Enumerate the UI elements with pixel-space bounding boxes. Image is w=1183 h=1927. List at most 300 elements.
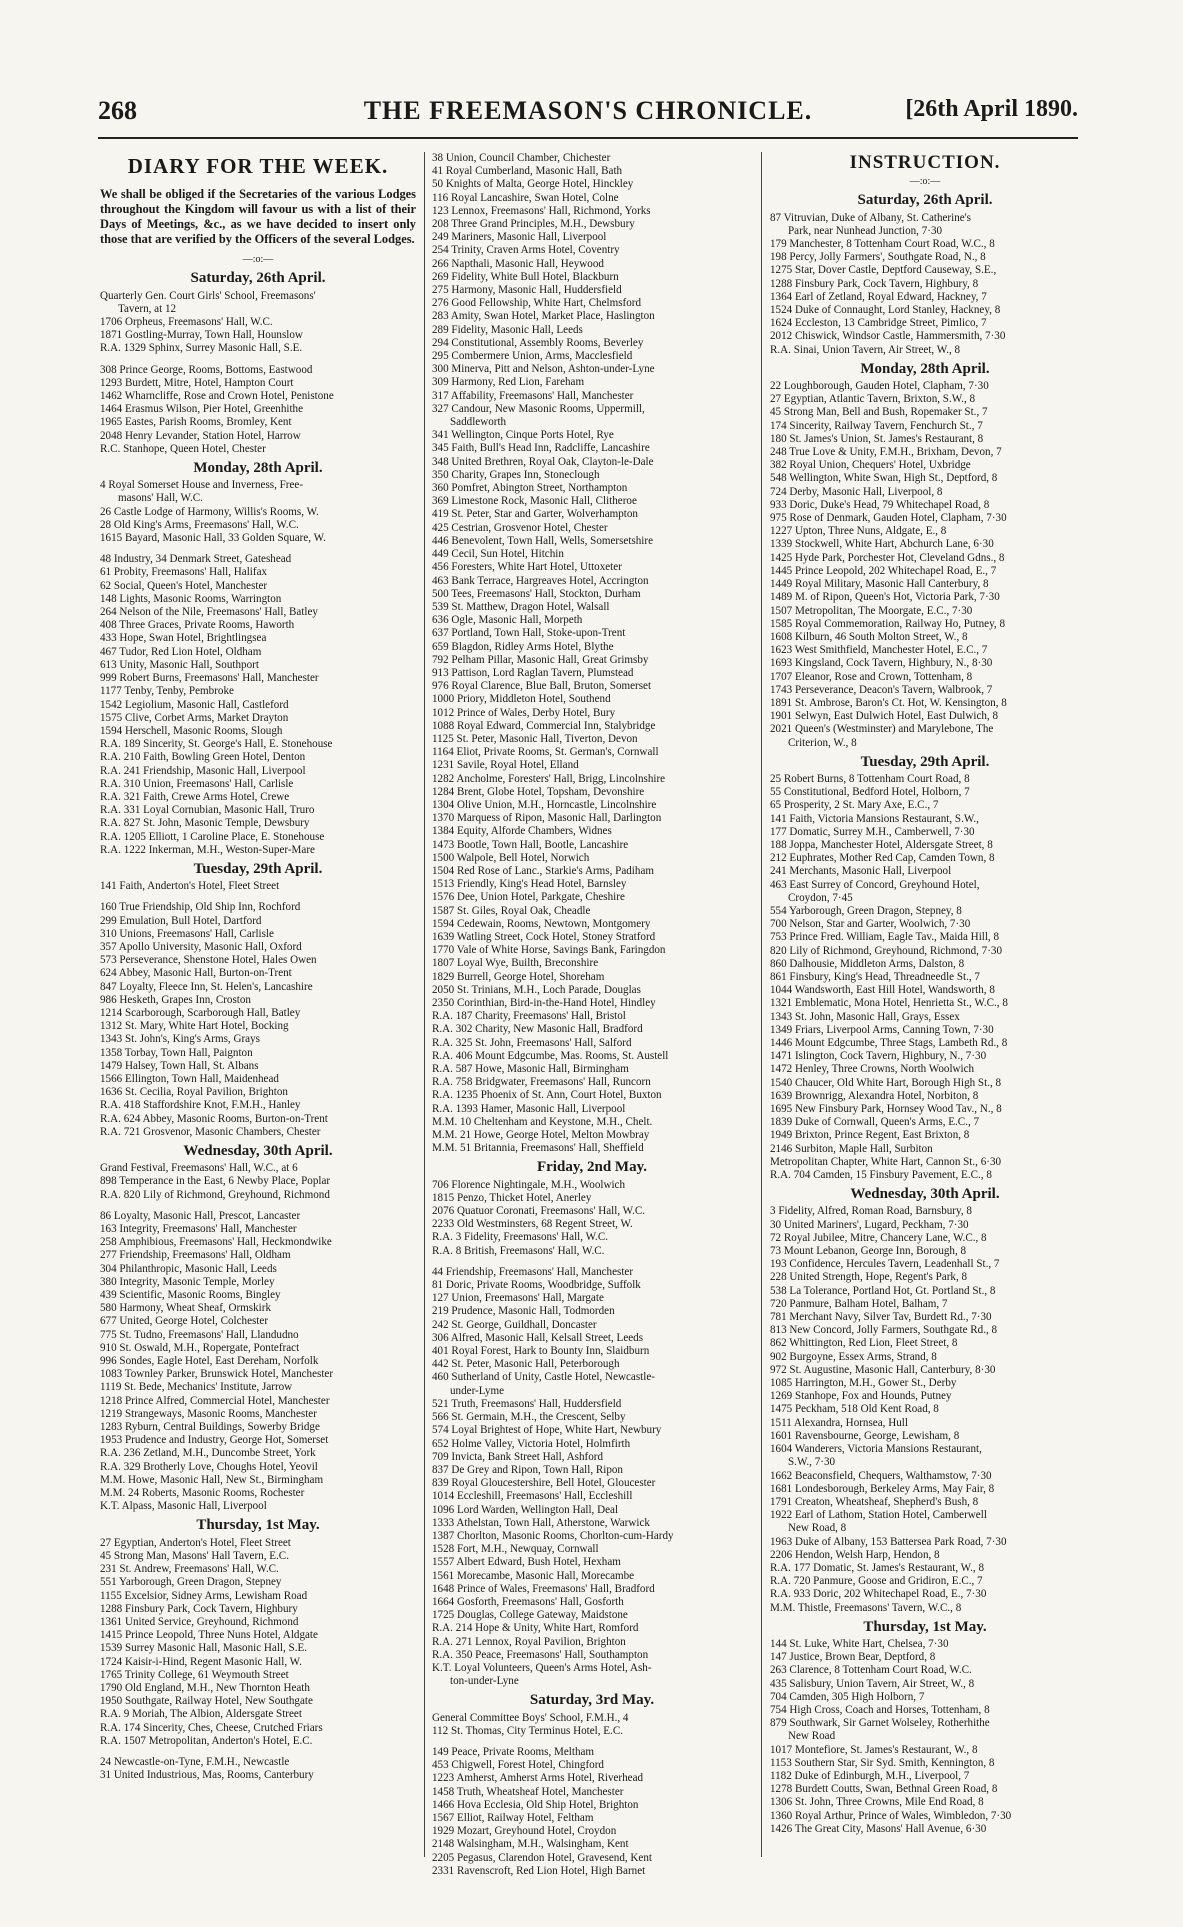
lodge-entry: 24 Newcastle-on-Tyne, F.M.H., Newcastle [100,1755,290,1768]
lodge-entry: 27 Egyptian, Anderton's Hotel, Fleet Street [100,1536,291,1549]
day-heading: Saturday, 26th April. [857,192,993,209]
lodge-entry: 709 Invicta, Bank Street Hall, Ashford [432,1450,603,1463]
lodge-entry: R.A. 758 Bridgwater, Freemasons' Hall, Runcorn [432,1076,651,1089]
lodge-entry: R.A. 331 Loyal Cornubian, Masonic Hall, Truro [100,804,315,817]
lodge-entry: 1349 Friars, Liverpool Arms, Canning Town, 7·30 [770,1023,994,1036]
lodge-entry: R.A. 1507 Metropolitan, Anderton's Hotel, E.C. [100,1734,313,1747]
lodge-entry: 1473 Bootle, Town Hall, Bootle, Lancashire [432,838,629,851]
lodge-entry: 1361 United Service, Greyhound, Richmond [100,1615,299,1628]
lodge-entry: 1321 Emblematic, Mona Hotel, Henrietta St., W.C., 8 [770,997,1008,1010]
lodge-entry: 62 Social, Queen's Hotel, Manchester [100,579,268,592]
lodge-entry: 1304 Olive Union, M.H., Horncastle, Lincolnshire [432,798,657,811]
lodge-entry: 1083 Townley Parker, Brunswick Hotel, Manchester [100,1368,334,1381]
lodge-entry: 913 Pattison, Lord Raglan Tavern, Plumstead [432,666,634,679]
diary-intro: We shall be obliged if the Secretaries of the various Lodges throughout the Kingdom will favour us with a list of their Days of Meetings, &c., as we have decided to insert only those that are verified by the Officers of the several Lodges. [100,187,416,247]
lodge-entry: 1594 Herschell, Masonic Rooms, Slough [100,724,283,737]
lodge-entry: 65 Prosperity, 2 St. Mary Axe, E.C., 7 [770,799,939,812]
lodge-entry: 1339 Stockwell, White Hart, Abchurch Lane, 6·30 [770,538,994,551]
lodge-entry: 242 St. George, Guildhall, Doncaster [432,1318,597,1331]
lodge-entry: 1807 Loyal Wye, Builth, Breconshire [432,957,599,970]
lodge-entry: 179 Manchester, 8 Tottenham Court Road, W.C., 8 [770,238,995,251]
lodge-entry: R.A. 189 Sincerity, St. George's Hall, E. Stonehouse [100,738,333,751]
lodge-entry: 277 Friendship, Freemasons' Hall, Oldham [100,1249,291,1262]
lodge-entry: 401 Royal Forest, Hark to Bounty Inn, Slaidburn [432,1345,650,1358]
lodge-entry: 1587 St. Giles, Royal Oak, Cheadle [432,904,591,917]
lodge-entry: 910 St. Oswald, M.H., Ropergate, Pontefract [100,1341,300,1354]
lodge-entry: 408 Three Graces, Private Rooms, Haworth [100,619,295,632]
column-diary-continued [432,152,752,1877]
lodge-entry: 1284 Brent, Globe Hotel, Topsham, Devonshire [432,785,645,798]
lodge-entry: 860 Dalhousie, Middleton Arms, Dalston, 8 [770,957,965,970]
diary-entries [100,272,416,1782]
lodge-entry: 972 St. Augustine, Masonic Hall, Canterbury, 8·30 [770,1363,996,1376]
section-divider: —:o:— [242,254,274,266]
lodge-entry: 999 Robert Burns, Freemasons' Hall, Manchester [100,672,319,685]
lodge-entry: R.A. 1205 Elliott, 1 Caroline Place, E. Stonehouse [100,830,325,843]
lodge-entry: 456 Foresters, White Hart Hotel, Uttoxeter [432,561,622,574]
lodge-entry: 317 Affability, Freemasons' Hall, Manchester [432,389,634,402]
lodge-entry: 254 Trinity, Craven Arms Hotel, Coventry [432,244,620,257]
lodge-entry: 1415 Prince Leopold, Three Nuns Hotel, Aldgate [100,1629,318,1642]
lodge-entry: 1566 Ellington, Town Hall, Maidenhead [100,1072,279,1085]
lodge-entry: 2076 Quatuor Coronati, Freemasons' Hall, W.C. [432,1205,646,1218]
lodge-entry: 188 Joppa, Manchester Hotel, Aldersgate Street, 8 [770,838,993,851]
diary-title: DIARY FOR THE WEEK. [127,154,389,178]
lodge-entry: 1636 St. Cecilia, Royal Pavilion, Brighton [100,1086,288,1099]
section-divider: —:o:— [909,176,941,188]
lodge-entry: 38 Union, Council Chamber, Chichester [432,152,611,164]
day-heading: Wednesday, 30th April. [183,1143,333,1159]
lodge-entry: 266 Napthali, Masonic Hall, Heywood [432,257,604,270]
lodge-entry: 382 Royal Union, Chequers' Hotel, Uxbridge [770,459,971,472]
lodge-entry: 163 Integrity, Freemasons' Hall, Manchester [100,1223,297,1236]
spacer [432,1738,752,1746]
lodge-entry: 180 St. James's Union, St. James's Restaurant, 8 [770,432,984,445]
lodge-entry-continuation: Tavern, at 12 [118,302,177,315]
spacer [100,893,416,901]
publication-title: THE FREEMASON'S CHRONICLE. [363,96,813,125]
lodge-entry: 1489 M. of Ripon, Queen's Hot, Victoria Park, 7·30 [770,591,1000,604]
lodge-entry: R.A. 302 Charity, New Masonic Hall, Bradford [432,1023,643,1036]
lodge-entry: 295 Combermere Union, Arms, Macclesfield [432,350,633,363]
lodge-entry: 141 Faith, Victoria Mansions Restaurant, S.W., [770,812,979,825]
lodge-entry: 310 Unions, Freemasons' Hall, Carlisle [100,927,274,940]
lodge-entry: 1950 Southgate, Railway Hotel, New Southgate [100,1695,313,1708]
lodge-entry: 25 Robert Burns, 8 Tottenham Court Road, 8 [770,772,970,785]
lodge-entry: 1312 St. Mary, White Hart Hotel, Bocking [100,1020,289,1033]
lodge-entry: 1693 Kingsland, Cock Tavern, Highbury, N., 8·30 [770,657,993,670]
column-instruction [770,152,1080,1867]
lodge-entry: 2206 Hendon, Welsh Harp, Hendon, 8 [770,1548,940,1561]
lodge-entry: 442 St. Peter, Masonic Hall, Peterborough [432,1358,620,1371]
lodge-entry: 1513 Friendly, King's Head Hotel, Barnsley [432,878,627,891]
lodge-entry: 1585 Royal Commemoration, Railway Ho, Putney, 8 [770,617,1005,630]
lodge-entry: 1458 Truth, Wheatsheaf Hotel, Manchester [432,1785,624,1798]
lodge-entry: 28 Old King's Arms, Freemasons' Hall, W.C. [100,518,299,531]
lodge-entry: 1815 Penzo, Thicket Hotel, Anerley [432,1191,592,1204]
lodge-entry: 1953 Prudence and Industry, George Hot, Somerset [100,1434,329,1447]
lodge-entry: 1791 Creaton, Wheatsheaf, Shepherd's Bush, 8 [770,1495,979,1508]
lodge-entry: 1288 Finsbury Park, Cock Tavern, Highbury, 8 [770,277,979,290]
day-heading: Monday, 28th April. [193,460,323,477]
lodge-entry: 419 St. Peter, Star and Garter, Wolverhampton [432,508,638,521]
lodge-entry: 219 Prudence, Masonic Hall, Todmorden [432,1305,615,1318]
column-rule [424,152,425,1857]
lodge-entry: 820 Lily of Richmond, Greyhound, Richmond, 7·30 [770,944,1003,957]
lodge-entry: 112 St. Thomas, City Terminus Hotel, E.C. [432,1724,624,1737]
lodge-entry: 704 Camden, 305 High Holborn, 7 [770,1690,925,1703]
lodge-entry: R.A. 174 Sincerity, Ches, Cheese, Crutched Friars [100,1721,323,1734]
lodge-entry: 348 United Brethren, Royal Oak, Clayton-le-Dale [432,455,654,468]
lodge-entry: 212 Euphrates, Mother Red Cap, Camden Town, 8 [770,852,995,865]
lodge-entry: 1724 Kaisir-i-Hind, Regent Masonic Hall, W. [100,1655,302,1668]
lodge-entry: M.M. 51 Britannia, Freemasons' Hall, Sheffield [432,1142,644,1155]
lodge-entry: 521 Truth, Freemasons' Hall, Huddersfield [432,1397,622,1410]
lodge-entry: 463 Bank Terrace, Hargreaves Hotel, Accrington [432,574,649,587]
lodge-entry: 792 Pelham Pillar, Masonic Hall, Great Grimsby [432,653,649,666]
lodge-entry: 1153 Southern Star, Sir Syd. Smith, Kennington, 8 [770,1756,995,1769]
lodge-entry: 1662 Beaconsfield, Chequers, Walthamstow, 7·30 [770,1469,992,1482]
lodge-entry: 289 Fidelity, Masonic Hall, Leeds [432,323,583,336]
lodge-entry-continuation: masons' Hall, W.C. [118,492,203,505]
lodge-entry: 573 Perseverance, Shenstone Hotel, Hales Owen [100,954,317,967]
lodge-entry: 2205 Pegasus, Clarendon Hotel, Gravesend, Kent [432,1851,652,1864]
lodge-entry: 1472 Henley, Three Crowns, North Woolwich [770,1063,975,1076]
lodge-entry: 898 Temperance in the East, 6 Newby Place, Poplar [100,1175,331,1188]
lodge-entry: 1706 Orpheus, Freemasons' Hall, W.C. [100,316,273,329]
lodge-entry: 55 Constitutional, Bedford Hotel, Holborn, 7 [770,786,970,799]
lodge-entry: 1664 Gosforth, Freemasons' Hall, Gosforth [432,1595,624,1608]
lodge-entry: 996 Sondes, Eagle Hotel, East Dereham, Norfolk [100,1355,319,1368]
lodge-entry: 81 Doric, Private Rooms, Woodbridge, Suffolk [432,1279,641,1292]
column-rule [761,152,762,1857]
lodge-entry: 1575 Clive, Corbet Arms, Market Drayton [100,711,289,724]
lodge-entry: 148 Lights, Masonic Rooms, Warrington [100,592,282,605]
lodge-entry: 975 Rose of Denmark, Gauden Hotel, Clapham, 7·30 [770,512,1007,525]
lodge-entry: 300 Minerva, Pitt and Nelson, Ashton-under-Lyne [432,363,655,376]
lodge-entry: 208 Three Grand Principles, M.H., Dewsbury [432,218,635,231]
lodge-entry: 141 Faith, Anderton's Hotel, Fleet Street [100,880,280,893]
lodge-entry: 2050 St. Trinians, M.H., Loch Parade, Douglas [432,983,641,996]
lodge-entry: 357 Apollo University, Masonic Hall, Oxford [100,940,302,953]
lodge-entry: 48 Industry, 34 Denmark Street, Gateshead [100,553,292,566]
lodge-entry: 144 St. Luke, White Hart, Chelsea, 7·30 [770,1637,949,1650]
lodge-entry: 87 Vitruvian, Duke of Albany, St. Catherine's [770,211,971,224]
lodge-entry: 369 Limestone Rock, Masonic Hall, Clitheroe [432,495,637,508]
lodge-entry: 1096 Lord Warden, Wellington Hall, Deal [432,1503,619,1516]
lodge-entry: 1511 Alexandra, Hornsea, Hull [770,1416,908,1429]
lodge-entry: 1871 Gostling-Murray, Town Hall, Hounslow [100,329,303,342]
lodge-entry: 26 Castle Lodge of Harmony, Willis's Rooms, W. [100,505,319,518]
lodge-entry: 50 Knights of Malta, George Hotel, Hinckley [432,178,634,191]
lodge-entry: 1500 Walpole, Bell Hotel, Norwich [432,851,590,864]
lodge-entry: 425 Cestrian, Grosvenor Hotel, Chester [432,521,608,534]
lodge-entry: 1770 Vale of White Horse, Savings Bank, Faringdon [432,944,666,957]
lodge-entry: 2148 Walsingham, M.H., Walsingham, Kent [432,1838,629,1851]
lodge-entry: 1725 Douglas, College Gateway, Maidstone [432,1609,628,1622]
lodge-entry: 706 Florence Nightingale, M.H., Woolwich [432,1178,626,1191]
lodge-entry: 1601 Ravensbourne, George, Lewisham, 8 [770,1429,960,1442]
lodge-entry: 449 Cecil, Sun Hotel, Hitchin [432,548,564,561]
lodge-entry: K.T. Alpass, Masonic Hall, Liverpool [100,1500,267,1513]
lodge-entry: 986 Hesketh, Grapes Inn, Croston [100,993,251,1006]
lodge-entry: 263 Clarence, 8 Tottenham Court Road, W.C. [770,1664,972,1677]
lodge-entry: R.A. 820 Lily of Richmond, Greyhound, Richmond [100,1188,330,1201]
day-heading: Saturday, 3rd May. [529,1692,655,1709]
lodge-entry: 1901 Selwyn, East Dulwich Hotel, East Dulwich, 8 [770,710,999,723]
lodge-entry: 1278 Burdett Coutts, Swan, Bethnal Green Road, 8 [770,1783,998,1796]
lodge-entry: 902 Burgoyne, Essex Arms, Strand, 8 [770,1350,937,1363]
lodge-entry: 1275 Star, Dover Castle, Deptford Causeway, S.E., [770,264,997,277]
lodge-entry: 554 Yarborough, Green Dragon, Stepney, 8 [770,904,962,917]
lodge-entry: 1085 Harrington, M.H., Gower St., Derby [770,1377,957,1390]
lodge-entry: 1017 Montefiore, St. James's Restaurant, W., 8 [770,1743,978,1756]
lodge-entry: 327 Candour, New Masonic Rooms, Uppermill, [432,402,645,415]
lodge-entry: R.A. 1393 Hamer, Masonic Hall, Liverpool [432,1102,626,1115]
lodge-entry: 724 Derby, Masonic Hall, Liverpool, 8 [770,485,943,498]
page-header [98,96,1078,136]
lodge-entry: 2048 Henry Levander, Station Hotel, Harrow [100,429,301,442]
lodge-entry: 73 Mount Lebanon, George Inn, Borough, 8 [770,1245,967,1258]
lodge-entry: 27 Egyptian, Atlantic Tavern, Brixton, S.W., 8 [770,393,976,406]
lodge-entry: 1623 West Smithfield, Manchester Hotel, E.C., 7 [770,644,988,657]
column-diary [100,152,416,1867]
lodge-entry: 198 Percy, Jolly Farmers', Southgate Road, N., 8 [770,251,986,264]
lodge-entry: 551 Yarborough, Green Dragon, Stepney [100,1576,282,1589]
lodge-entry: 435 Salisbury, Union Tavern, Air Street, W., 8 [770,1677,975,1690]
lodge-entry: R.A. 827 St. John, Masonic Temple, Dewsbury [100,817,310,830]
lodge-entry: 30 United Mariners', Lugard, Peckham, 7·30 [770,1218,969,1231]
spacer [100,1202,416,1210]
lodge-entry: 1539 Surrey Masonic Hall, Masonic Hall, S.E. [100,1642,308,1655]
lodge-entry: 659 Blagdon, Ridley Arms Hotel, Blythe [432,640,614,653]
lodge-entry: 636 Ogle, Masonic Hall, Morpeth [432,614,583,627]
lodge-entry: 566 St. Germain, M.H., the Crescent, Selby [432,1411,626,1424]
lodge-entry: 1219 Strangeways, Masonic Rooms, Manchester [100,1407,317,1420]
lodge-entry: 2146 Surbiton, Maple Hall, Surbiton [770,1142,933,1155]
lodge-entry: 116 Royal Lancashire, Swan Hotel, Colne [432,191,619,204]
lodge-entry: 45 Strong Man, Masons' Hall Tavern, E.C. [100,1549,289,1562]
issue-date: [26th April 1890. [905,96,1078,122]
lodge-entry: 1557 Albert Edward, Bush Hotel, Hexham [432,1556,621,1569]
lodge-entry: 467 Tudor, Red Lion Hotel, Oldham [100,645,262,658]
lodge-entry: 1466 Hova Ecclesia, Old Ship Hotel, Brighton [432,1798,639,1811]
lodge-entry: R.A. 210 Faith, Bowling Green Hotel, Denton [100,751,306,764]
lodge-entry: 613 Unity, Masonic Hall, Southport [100,658,259,671]
lodge-entry: 1475 Peckham, 518 Old Kent Road, 8 [770,1403,939,1416]
lodge-entry: 1306 St. John, Three Crowns, Mile End Road, 8 [770,1796,984,1809]
lodge-entry-continuation: Park, near Nunhead Junction, 7·30 [788,224,943,237]
day-heading: Tuesday, 29th April. [193,860,323,877]
lodge-entry: 61 Probity, Freemasons' Hall, Halifax [100,566,268,579]
lodge-entry: R.A. 325 St. John, Freemasons' Hall, Salford [432,1036,632,1049]
lodge-entry: 862 Whittington, Red Lion, Fleet Street, 8 [770,1337,958,1350]
lodge-entry: 149 Peace, Private Rooms, Meltham [432,1745,595,1758]
lodge-entry-continuation: New Road, 8 [788,1522,847,1535]
lodge-entry: 2021 Queen's (Westminster) and Marylebone, The [770,723,994,736]
lodge-entry: 1282 Ancholme, Foresters' Hall, Brigg, Lincolnshire [432,772,666,785]
lodge-entry: 380 Integrity, Masonic Temple, Morley [100,1275,275,1288]
lodge-entry: 574 Loyal Brightest of Hope, White Hart, Newbury [432,1424,662,1437]
day-heading: Friday, 2nd May. [536,1159,648,1176]
lodge-entry: 1524 Duke of Connaught, Lord Stanley, Hackney, 8 [770,304,1001,317]
lodge-entry: R.A. 329 Brotherly Love, Choughs Hotel, Yeovil [100,1460,318,1473]
lodge-entry: 1044 Wandsworth, East Hill Hotel, Wandsworth, 8 [770,984,995,997]
lodge-entry: 1218 Prince Alfred, Commercial Hotel, Manchester [100,1394,330,1407]
lodge-entry: 624 Abbey, Masonic Hall, Burton-on-Trent [100,967,292,980]
lodge-entry: 41 Royal Cumberland, Masonic Hall, Bath [432,165,623,178]
page-number: 268 [98,96,137,125]
lodge-entry: R.A. Sinai, Union Tavern, Air Street, W., 8 [770,343,961,356]
lodge-entry: 1445 Prince Leopold, 202 Whitechapel Road, E., 7 [770,564,997,577]
lodge-entry: 1891 St. Ambrose, Baron's Ct. Hot, W. Kensington, 8 [770,696,1007,709]
lodge-entry: 753 Prince Fred. William, Eagle Tav., Maida Hill, 8 [770,931,1000,944]
lodge-entry: R.A. 3 Fidelity, Freemasons' Hall, W.C. [432,1231,609,1244]
lodge-entry: R.A. 721 Grosvenor, Masonic Chambers, Chester [100,1125,321,1138]
lodge-entry: R.A. 587 Howe, Masonic Hall, Birmingham [432,1063,629,1076]
lodge-entry: 847 Loyalty, Fleece Inn, St. Helen's, Lancashire [100,980,313,993]
lodge-entry: 304 Philanthropic, Masonic Hall, Leeds [100,1262,277,1275]
lodge-entry: 1839 Duke of Cornwall, Queen's Arms, E.C., 7 [770,1116,980,1129]
lodge-entry: 160 True Friendship, Old Ship Inn, Rochford [100,901,301,914]
lodge-entry: R.A. 271 Lennox, Royal Pavilion, Brighton [432,1635,626,1648]
lodge-entry: 1343 St. John's, King's Arms, Grays [100,1033,260,1046]
lodge-entry: 1540 Chaucer, Old White Hart, Borough High St., 8 [770,1076,1002,1089]
diary-entries-continued [432,152,752,1878]
lodge-entry: 861 Finsbury, King's Head, Threadneedle St., 7 [770,970,980,983]
lodge-entry: 1561 Morecambe, Masonic Hall, Morecambe [432,1569,635,1582]
lodge-entry: 548 Wellington, White Swan, High St., Deptford, 8 [770,472,998,485]
lodge-entry: 1449 Royal Military, Masonic Hall Canterbury, 8 [770,578,989,591]
day-heading: Wednesday, 30th April. [850,1186,1000,1203]
lodge-entry: R.A. 1235 Phoenix of St. Ann, Court Hotel, Buxton [432,1089,662,1102]
lodge-entry: M.M. Howe, Masonic Hall, New St., Birmingham [100,1473,324,1486]
lodge-entry: 249 Mariners, Masonic Hall, Liverpool [432,231,607,244]
lodge-entry: 1829 Burrell, George Hotel, Shoreham [432,970,605,983]
lodge-entry: R.A. 187 Charity, Freemasons' Hall, Bristol [432,1010,626,1023]
lodge-entry: Grand Festival, Freemasons' Hall, W.C., at 6 [100,1162,298,1175]
lodge-entry: 1963 Duke of Albany, 153 Battersea Park Road, 7·30 [770,1535,1007,1548]
lodge-entry: 276 Good Fellowship, White Hart, Chelmsford [432,297,642,310]
lodge-entry: 460 Sutherland of Unity, Castle Hotel, Newcastle- [432,1371,655,1384]
lodge-entry: 1364 Earl of Zetland, Royal Edward, Hackney, 7 [770,290,987,303]
lodge-entry: 1014 Eccleshill, Freemasons' Hall, Eccleshill [432,1490,633,1503]
lodge-entry: R.C. Stanhope, Queen Hotel, Chester [100,442,266,455]
lodge-entry: 1125 St. Peter, Masonic Hall, Tiverton, Devon [432,732,638,745]
lodge-entry: 1479 Halsey, Town Hall, St. Albans [100,1059,259,1072]
lodge-entry: 1471 Islington, Cock Tavern, Highbury, N., 7·30 [770,1050,987,1063]
lodge-entry: 1528 Fort, M.H., Newquay, Cornwall [432,1543,599,1556]
lodge-entry: 1707 Eleanor, Rose and Crown, Tottenham, 8 [770,670,973,683]
lodge-entry: 1790 Old England, M.H., New Thornton Heath [100,1681,310,1694]
lodge-entry: R.A. 177 Domatic, St. James's Restaurant, W., 8 [770,1561,984,1574]
lodge-entry: 637 Portland, Town Hall, Stoke-upon-Trent [432,627,626,640]
lodge-entry: R.A. 418 Staffordshire Knot, F.M.H., Hanley [100,1099,301,1112]
lodge-entry: 72 Royal Jubilee, Mitre, Chancery Lane, W.C., 8 [770,1231,987,1244]
lodge-entry: 879 Southwark, Sir Garnet Wolseley, Rotherhithe [770,1717,990,1730]
lodge-entry: M.M. Thistle, Freemasons' Tavern, W.C., 8 [770,1601,962,1614]
lodge-entry: 1608 Kilburn, 46 South Molton Street, W., 8 [770,630,968,643]
lodge-entry-continuation: Criterion, W., 8 [788,736,857,749]
lodge-entry: 1425 Hyde Park, Porchester Hot, Cleveland Gdns., 8 [770,551,1005,564]
lodge-entry: 1681 Londesborough, Berkeley Arms, May Fair, 8 [770,1482,995,1495]
lodge-entry-continuation: Saddleworth [450,416,507,429]
lodge-entry: R.A. 241 Friendship, Masonic Hall, Liverpool [100,764,306,777]
lodge-entry: 1384 Equity, Alforde Chambers, Widnes [432,825,612,838]
lodge-entry: 44 Friendship, Freemasons' Hall, Manchester [432,1265,634,1278]
lodge-entry: 1949 Brixton, Prince Regent, East Brixton, 8 [770,1129,970,1142]
lodge-entry: R.A. 9 Moriah, The Albion, Aldersgate Street [100,1708,302,1721]
lodge-entry: 839 Royal Gloucestershire, Bell Hotel, Gloucester [432,1477,656,1490]
lodge-entry: R.A. 236 Zetland, M.H., Duncombe Street, York [100,1447,316,1460]
instruction-title: INSTRUCTION. [849,152,1001,173]
spacer [100,1748,416,1756]
lodge-entry: 1462 Wharncliffe, Rose and Crown Hotel, Penistone [100,390,334,403]
lodge-entry: 580 Harmony, Wheat Sheaf, Ormskirk [100,1302,271,1315]
lodge-entry: 1594 Cedewain, Rooms, Newtown, Montgomery [432,917,651,930]
lodge-entry: 1269 Stanhope, Fox and Hounds, Putney [770,1390,952,1403]
lodge-entry: 538 La Tolerance, Portland Hot, Gt. Portland St., 8 [770,1284,996,1297]
lodge-entry: K.T. Loyal Volunteers, Queen's Arms Hotel, Ash- [432,1661,652,1674]
lodge-entry: 306 Alfred, Masonic Hall, Kelsall Street, Leeds [432,1331,644,1344]
lodge-entry: 177 Domatic, Surrey M.H., Camberwell, 7·30 [770,825,975,838]
lodge-entry: R.A. 350 Peace, Freemasons' Hall, Southampton [432,1648,649,1661]
lodge-entry: R.A. 310 Union, Freemasons' Hall, Carlisle [100,777,294,790]
lodge-entry: 1333 Athelstan, Town Hall, Atherstone, Warwick [432,1516,650,1529]
lodge-entry: 283 Amity, Swan Hotel, Market Place, Haslington [432,310,655,323]
lodge-entry: 228 United Strength, Hope, Regent's Park, 8 [770,1271,968,1284]
lodge-entry: 1604 Wanderers, Victoria Mansions Restaurant, [770,1443,982,1456]
lodge-entry: 1695 New Finsbury Park, Hornsey Wood Tav., N., 8 [770,1103,1002,1116]
lodge-entry: 1648 Prince of Wales, Freemasons' Hall, Bradford [432,1582,655,1595]
lodge-entry-continuation: Croydon, 7·45 [788,891,853,904]
lodge-entry: 2012 Chiswick, Windsor Castle, Hammersmith, 7·30 [770,330,1006,343]
lodge-entry: 539 St. Matthew, Dragon Hotel, Walsall [432,600,610,613]
lodge-entry: 1567 Elliot, Railway Hotel, Feltham [432,1811,594,1824]
lodge-entry: R.A. 720 Panmure, Goose and Gridiron, E.C., 7 [770,1575,983,1588]
lodge-entry: 309 Harmony, Red Lion, Fareham [432,376,585,389]
lodge-entry: R.A. 321 Faith, Crewe Arms Hotel, Crewe [100,790,290,803]
lodge-entry: 1360 Royal Arthur, Prince of Wales, Wimbledon, 7·30 [770,1809,1012,1822]
lodge-entry: 1504 Red Rose of Lanc., Starkie's Arms, Padiham [432,864,654,877]
lodge-entry: 933 Doric, Duke's Head, 79 Whitechapel Road, 8 [770,498,990,511]
lodge-entry: 500 Tees, Freemasons' Hall, Stockton, Durham [432,587,641,600]
lodge-entry: 123 Lennox, Freemasons' Hall, Richmond, Yorks [432,204,651,217]
lodge-entry: 2350 Corinthian, Bird-in-the-Hand Hotel, Hindley [432,997,656,1009]
lodge-entry: 1765 Trinity College, 61 Weymouth Street [100,1668,289,1681]
lodge-entry: 1223 Amherst, Amherst Arms Hotel, Riverhead [432,1772,644,1785]
spacer [432,1258,752,1266]
lodge-entry: 248 True Love & Unity, F.M.H., Brixham, Devon, 7 [770,446,1002,459]
lodge-entry: 837 De Grey and Ripon, Town Hall, Ripon [432,1463,623,1476]
lodge-entry: 1370 Marquess of Ripon, Masonic Hall, Darlington [432,812,662,825]
lodge-entry: 264 Nelson of the Nile, Freemasons' Hall, Batley [100,606,318,619]
lodge-entry: General Committee Boys' School, F.M.H., 4 [432,1711,629,1724]
lodge-entry: 754 High Cross, Coach and Horses, Tottenham, 8 [770,1703,990,1716]
lodge-entry: 1446 Mount Edgcumbe, Three Stags, Lambeth Rd., 8 [770,1037,1008,1049]
lodge-entry: 446 Benevolent, Town Hall, Wells, Somersetshire [432,534,653,547]
lodge-entry: 294 Constitutional, Assembly Rooms, Beverley [432,336,644,349]
lodge-entry: R.A. 704 Camden, 15 Finsbury Pavement, E.C., 8 [770,1169,992,1182]
lodge-entry: 269 Fidelity, White Bull Hotel, Blackburn [432,270,619,283]
lodge-entry: 299 Emulation, Bull Hotel, Dartford [100,914,262,927]
lodge-entry: 1426 The Great City, Masons' Hall Avenue, 6·30 [770,1822,987,1835]
lodge-entry: 976 Royal Clarence, Blue Ball, Bruton, Somerset [432,680,652,693]
lodge-entry: 360 Pomfret, Abington Street, Northampton [432,482,628,495]
lodge-entry: R.A. 933 Doric, 202 Whitechapel Road, E., 7·30 [770,1588,987,1601]
lodge-entry: 22 Loughborough, Gauden Hotel, Clapham, 7·30 [770,380,989,393]
lodge-entry: 1358 Torbay, Town Hall, Paignton [100,1046,253,1059]
